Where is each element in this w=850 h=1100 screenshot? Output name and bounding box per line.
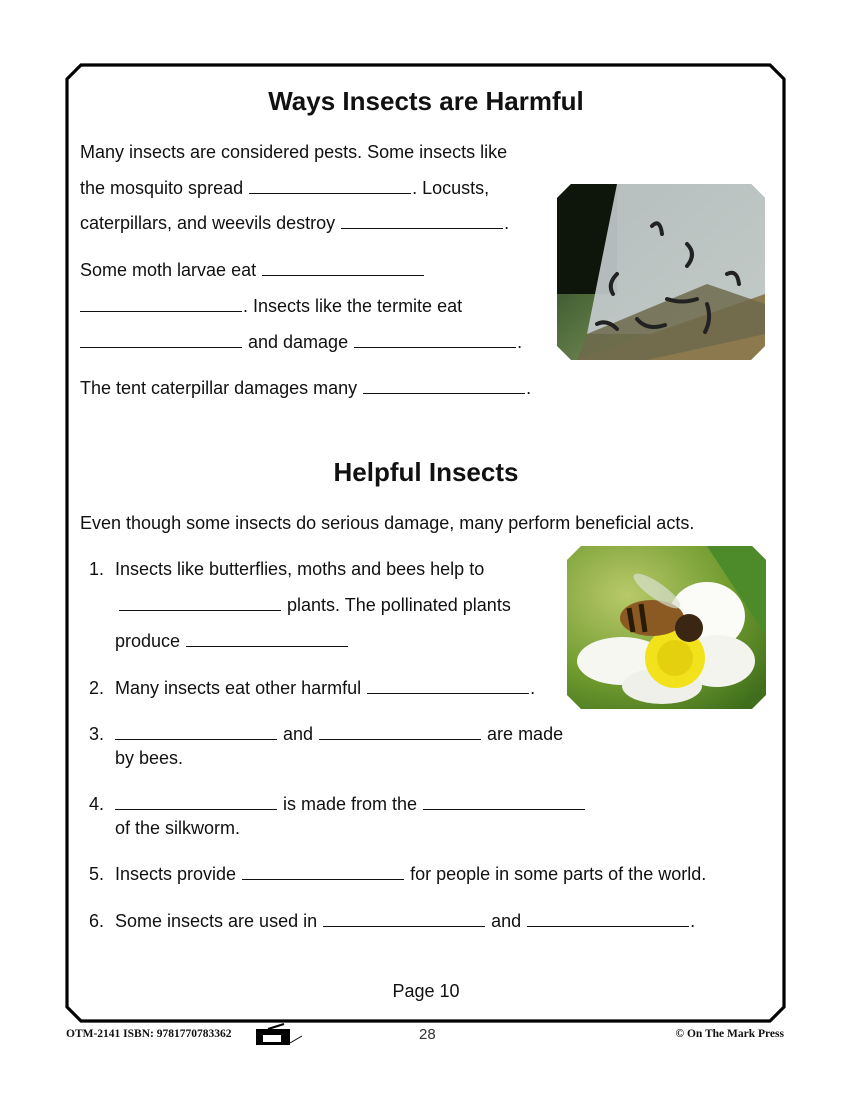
answer-blank[interactable] [80,295,242,312]
helpful-item-4-line-2: of the silkworm. [115,818,241,838]
item-number: 1. [89,559,105,579]
helpful-intro: Even though some insects do serious damage, many perform beneficial acts. [80,513,695,533]
text: Many insects are considered pests. Some insects like [80,142,508,162]
answer-blank[interactable] [186,630,348,647]
harmful-line-6 [80,331,522,353]
bee-on-flower-photo [567,546,766,709]
helpful-item-4 [89,793,586,815]
footer-page-number: 28 [419,1026,436,1043]
helpful-item-2 [89,677,535,699]
harmful-line-1 [80,141,507,163]
text: is made from the [278,794,423,814]
answer-blank[interactable] [115,723,277,740]
answer-blank[interactable] [80,331,242,348]
answer-blank[interactable] [249,177,411,194]
page-label: Page 10 [392,981,460,1001]
footer-isbn: OTM-2141 ISBN: 9781770783362 [66,1028,232,1040]
text: Some insects are used in [115,911,323,931]
item-number: 2. [89,678,105,698]
answer-blank[interactable] [119,594,281,611]
helpful-item-6 [89,910,695,932]
answer-blank[interactable] [367,677,529,694]
text: . Insects like the termite eat [243,296,463,316]
text: . Locusts, [412,178,490,198]
answer-blank[interactable] [423,793,585,810]
text: plants. The pollinated plants [282,595,511,615]
section-title-harmful: Ways Insects are Harmful [268,86,584,116]
answer-blank[interactable] [341,212,503,229]
item-number: 3. [89,724,105,744]
harmful-line-2 [80,177,489,199]
helpful-item-1 [89,558,484,580]
text: . [526,378,532,398]
helpful-item-3-line-2: by bees. [115,748,184,768]
text: and [486,911,527,931]
text: the mosquito spread [80,178,249,198]
helpful-item-1-line-2 [119,594,511,616]
text: . [504,213,510,233]
helpful-item-3 [89,723,563,745]
text: Insects provide [115,864,242,884]
helpful-item-5 [89,863,706,885]
text: Insects like butterflies, moths and bees help to [115,559,485,579]
answer-blank[interactable] [527,910,689,927]
text: Many insects eat other harmful [115,678,367,698]
harmful-line-4 [80,259,425,281]
text: caterpillars, and weevils destroy [80,213,341,233]
section-title-helpful: Helpful Insects [333,457,519,487]
answer-blank[interactable] [363,377,525,394]
item-number: 4. [89,794,105,814]
text: Some moth larvae eat [80,260,262,280]
text: and damage [243,332,354,352]
answer-blank[interactable] [115,793,277,810]
footer-copyright: © On The Mark Press [675,1028,784,1040]
item-number: 6. [89,911,105,931]
answer-blank[interactable] [323,910,485,927]
text: for people in some parts of the world. [405,864,707,884]
text: and [278,724,319,744]
harmful-line-3 [80,212,509,234]
harmful-line-7 [80,377,531,399]
text: are made [482,724,564,744]
tent-caterpillar-photo [557,184,765,360]
text: . [517,332,523,352]
text: produce [115,631,186,651]
answer-blank[interactable] [262,259,424,276]
item-number: 5. [89,864,105,884]
teacher-desk-logo-icon [254,1023,304,1052]
answer-blank[interactable] [242,863,404,880]
text: The tent caterpillar damages many [80,378,363,398]
answer-blank[interactable] [354,331,516,348]
text: . [690,911,696,931]
text: . [530,678,536,698]
harmful-line-5 [80,295,462,317]
answer-blank[interactable] [319,723,481,740]
helpful-item-1-line-3 [115,630,349,652]
